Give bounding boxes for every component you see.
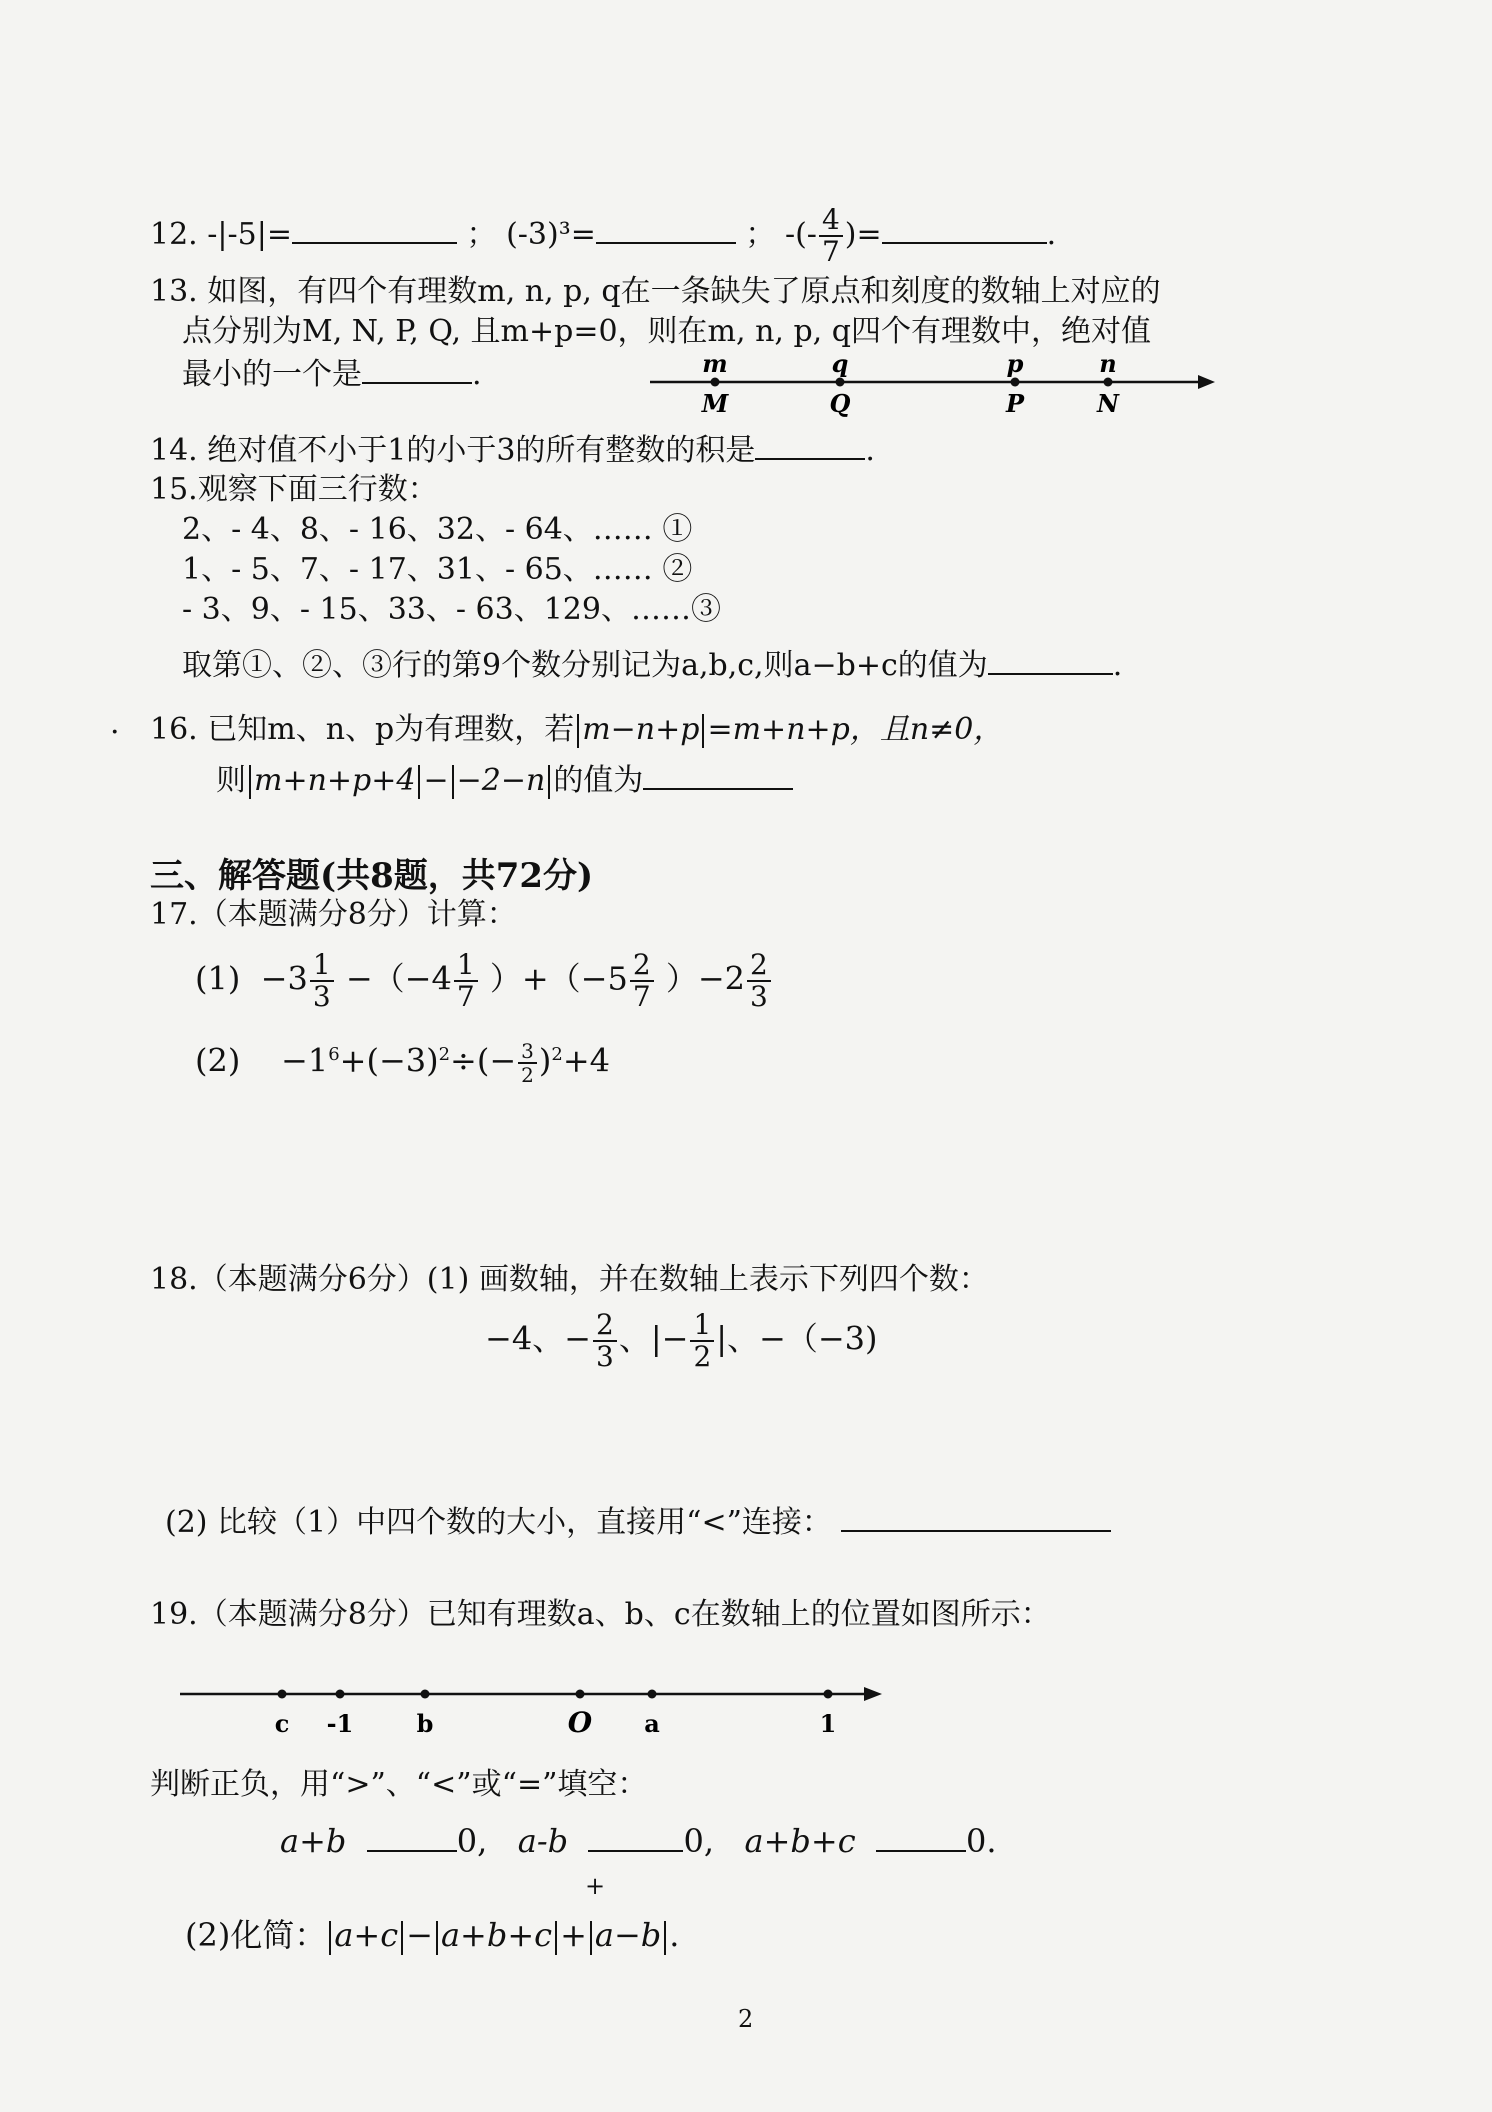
q19-plus: + xyxy=(560,1916,587,1954)
q19-expressions xyxy=(280,1820,997,1861)
q13-line1: 13. 如图，有四个有理数m, n, p, q在一条缺失了原点和刻度的数轴上对应的 xyxy=(150,274,1161,309)
q19-minus: − xyxy=(406,1916,433,1954)
q17-p2-t4: ) xyxy=(538,1041,552,1080)
q12-blank1[interactable] xyxy=(292,212,457,244)
q19-expr2: a-b xyxy=(517,1822,569,1860)
q14-text: 14. 绝对值不小于1的小于3的所有整数的积是 xyxy=(150,433,756,468)
q17-p1-label: (1) xyxy=(195,959,241,998)
q19-point-1 xyxy=(336,1690,345,1699)
section-3-title: 三、解答题(共8题，共72分) xyxy=(150,856,594,896)
q12-fraction xyxy=(819,205,843,267)
frac-num: 1 xyxy=(310,950,334,982)
question-12 xyxy=(150,205,1056,267)
q17-p2-t1-exp: 6 xyxy=(328,1044,340,1065)
q13-bottom-label: M xyxy=(701,389,729,418)
q15-ask xyxy=(182,643,1122,686)
frac-den: 2 xyxy=(693,1340,712,1373)
q16-line2 xyxy=(216,758,793,801)
q12-blank2[interactable] xyxy=(596,212,736,244)
q19-label: 1 xyxy=(819,1709,837,1738)
q18-nums-mid2: |、−（−3) xyxy=(716,1319,878,1358)
q17-title: 17.（本题满分8分）计算： xyxy=(150,897,517,932)
q12-expr1: -|-5|= xyxy=(207,217,292,252)
abs-bar xyxy=(329,1921,331,1955)
abs-bar xyxy=(664,1921,666,1955)
q19-point-0 xyxy=(278,1690,287,1699)
q16-line1 xyxy=(150,710,1003,750)
q18-numbers xyxy=(485,1310,878,1372)
frac-den: 3 xyxy=(312,980,331,1013)
q17-p1-op3: ）−2 xyxy=(665,959,746,998)
q13-top-label: p xyxy=(1006,350,1024,378)
q12-sep1: ； xyxy=(466,217,497,252)
q19-abs2: a+b+c xyxy=(440,1916,553,1954)
q16-minus: − xyxy=(423,763,449,798)
q17-p2-t5: +4 xyxy=(562,1041,610,1080)
q17-p2-label: (2) xyxy=(195,1041,241,1080)
q13-point-n xyxy=(1104,378,1113,387)
q19-blank3[interactable] xyxy=(876,1820,966,1852)
q18-nums-mid1: 、|− xyxy=(618,1319,689,1358)
q19-zero3: 0. xyxy=(965,1822,997,1860)
frac-den: 3 xyxy=(596,1340,614,1373)
q19-zero1: 0, xyxy=(456,1822,488,1860)
q15-row1-seq: 2、- 4、8、- 16、32、- 64、…… xyxy=(182,512,653,547)
q12-end: . xyxy=(1046,217,1057,252)
q17-p1-op2: ）+（−5 xyxy=(489,959,628,998)
abs-bar xyxy=(401,1921,403,1955)
q14-blank[interactable] xyxy=(755,428,865,460)
abs-bar xyxy=(452,765,454,799)
page-number: 2 xyxy=(738,2005,754,2033)
q15-row1-mark: ① xyxy=(662,512,693,547)
q16-line2-pre: 则 xyxy=(216,763,246,798)
q13-bottom-label: P xyxy=(1005,389,1025,418)
q15-row-2 xyxy=(182,550,692,590)
q19-title: 19.（本题满分8分）已知有理数a、b、c在数轴上的位置如图所示： xyxy=(150,1597,1051,1632)
q17-p2-t1: −1 xyxy=(281,1041,329,1080)
q19-expr1: a+b xyxy=(280,1822,347,1860)
q17-p1-a-int: −3 xyxy=(260,959,308,998)
q17-p2-t3: ÷(− xyxy=(450,1041,517,1080)
abs-bar xyxy=(548,765,550,799)
q15-row2-mark: ② xyxy=(662,552,693,587)
q19-p2-end: . xyxy=(669,1916,680,1954)
q18-blank[interactable] xyxy=(841,1500,1111,1532)
q12-frac-den: 7 xyxy=(821,235,840,268)
q12-expr3-pre: -(- xyxy=(784,217,817,252)
q15-end: . xyxy=(1112,648,1123,683)
q17-p1-frac-a xyxy=(310,950,334,1012)
q19-label: c xyxy=(274,1709,290,1738)
q19-plus-mark: + xyxy=(585,1872,606,1900)
q19-expr3: a+b+c xyxy=(744,1822,856,1860)
q16-line1-mid: =m+n+p，且n≠0， xyxy=(707,712,1004,747)
q17-p2-frac xyxy=(518,1040,537,1086)
q13-bottom-label: N xyxy=(1097,389,1119,418)
q16-abs-expr: m−n+p xyxy=(582,712,700,747)
q19-point-4 xyxy=(648,1690,657,1699)
q13-bottom-label: Q xyxy=(829,389,851,418)
q15-row3-seq: - 3、9、- 15、33、- 63、129、…… xyxy=(182,592,691,627)
q15-ask-text: 取第①、②、③行的第9个数分别记为a,b,c,则a−b+c的值为 xyxy=(182,648,988,683)
q17-p1-frac-d xyxy=(747,950,771,1012)
q17-p2-t2: +(−3) xyxy=(339,1041,439,1080)
abs-bar xyxy=(249,765,251,799)
q12-sep2: ； xyxy=(745,217,776,252)
frac-num: 2 xyxy=(630,950,654,982)
frac-num: 1 xyxy=(690,1310,714,1342)
q19-axis-arrow xyxy=(864,1687,882,1701)
q16-line2-post: 的值为 xyxy=(553,763,644,798)
frac-den: 7 xyxy=(632,980,651,1013)
q13-top-label: n xyxy=(1099,350,1117,378)
q18-title: 18.（本题满分6分）(1) 画数轴，并在数轴上表示下列四个数： xyxy=(150,1262,989,1297)
q12-expr3-post: )= xyxy=(844,217,882,252)
frac-num: 2 xyxy=(747,950,771,982)
q13-blank[interactable] xyxy=(362,352,472,384)
q15-blank[interactable] xyxy=(988,643,1113,675)
abs-bar xyxy=(555,1921,557,1955)
q19-number-line xyxy=(170,1660,890,1750)
q17-p2-t4-exp: 2 xyxy=(551,1044,563,1065)
q13-number-line xyxy=(640,350,1220,420)
q16-line1-pre: 16. 已知m、n、p为有理数，若 xyxy=(150,712,575,747)
q16-abs1: m+n+p+4 xyxy=(254,763,416,798)
q13-top-label: m xyxy=(702,350,728,378)
q12-frac-num: 4 xyxy=(819,205,843,237)
q19-point-2 xyxy=(421,1690,430,1699)
q15-row2-seq: 1、- 5、7、- 17、31、- 65、…… xyxy=(182,552,653,587)
q15-row-3 xyxy=(182,590,721,630)
q17-p1-frac-c xyxy=(630,950,654,1012)
q19-judge: 判断正负，用“>”、“<”或“=”填空： xyxy=(150,1767,648,1802)
q19-abs3: a−b xyxy=(594,1916,662,1954)
q19-blank1[interactable] xyxy=(367,1820,457,1852)
abs-bar xyxy=(577,714,579,748)
frac-num: 2 xyxy=(593,1310,617,1342)
q17-part2 xyxy=(195,1035,610,1086)
q17-part1 xyxy=(195,950,773,1012)
abs-bar xyxy=(436,1921,438,1955)
q13-end: . xyxy=(472,357,482,392)
q18-p2-text: (2) 比较（1）中四个数的大小，直接用“<”连接： xyxy=(165,1505,832,1540)
q13-line3 xyxy=(182,352,482,395)
abs-bar xyxy=(702,714,704,748)
question-14 xyxy=(150,428,875,471)
q18-frac-1 xyxy=(593,1310,617,1372)
q18-part2 xyxy=(165,1500,1111,1543)
q19-label: O xyxy=(567,1706,593,1739)
q12-number: 12. xyxy=(150,217,198,252)
q19-point-5 xyxy=(824,1690,833,1699)
frac-den: 7 xyxy=(456,980,475,1013)
q14-end: . xyxy=(865,433,875,468)
abs-bar xyxy=(418,765,420,799)
q16-abs2: −2−n xyxy=(456,763,546,798)
frac-num: 3 xyxy=(518,1040,537,1064)
q13-top-label: q xyxy=(831,350,849,378)
frac-den: 3 xyxy=(750,980,768,1013)
q13-point-m xyxy=(711,378,720,387)
q19-label: a xyxy=(644,1709,660,1738)
q18-frac-2 xyxy=(690,1310,714,1372)
q15-title: 15.观察下面三行数： xyxy=(150,472,438,507)
q13-line2: 点分别为M, N, P, Q, 且m+p=0，则在m, n, p, q四个有理数中，绝对值 xyxy=(182,314,1151,349)
q19-abs1: a+c xyxy=(334,1916,399,1954)
q13-axis-arrow xyxy=(1198,375,1215,389)
q19-point-3 xyxy=(576,1690,585,1699)
abs-bar xyxy=(590,1921,592,1955)
q15-row3-mark: ③ xyxy=(690,592,721,627)
q19-label: b xyxy=(416,1709,434,1738)
q13-line3-text: 最小的一个是 xyxy=(182,357,362,392)
q15-row-1 xyxy=(182,510,692,550)
q19-label: -1 xyxy=(326,1709,354,1738)
q19-part2 xyxy=(185,1915,679,1955)
q18-nums-pre: −4、− xyxy=(485,1319,591,1358)
frac-den: 2 xyxy=(521,1063,534,1088)
q17-p2-t2-exp: 2 xyxy=(438,1044,451,1065)
q12-expr2: (-3)³= xyxy=(506,217,596,252)
q17-p1-op1: −（−4 xyxy=(345,959,452,998)
q12-blank3[interactable] xyxy=(882,212,1047,244)
q13-point-q xyxy=(836,378,845,387)
q19-blank2[interactable] xyxy=(588,1820,683,1852)
q19-zero2: 0, xyxy=(683,1822,715,1860)
q16-blank[interactable] xyxy=(643,758,793,790)
q17-p1-frac-b xyxy=(454,950,478,1012)
q19-p2-pre: (2)化简： xyxy=(185,1916,327,1954)
frac-num: 1 xyxy=(454,950,478,982)
q16-bullet: · xyxy=(110,715,120,750)
q13-point-p xyxy=(1011,378,1020,387)
